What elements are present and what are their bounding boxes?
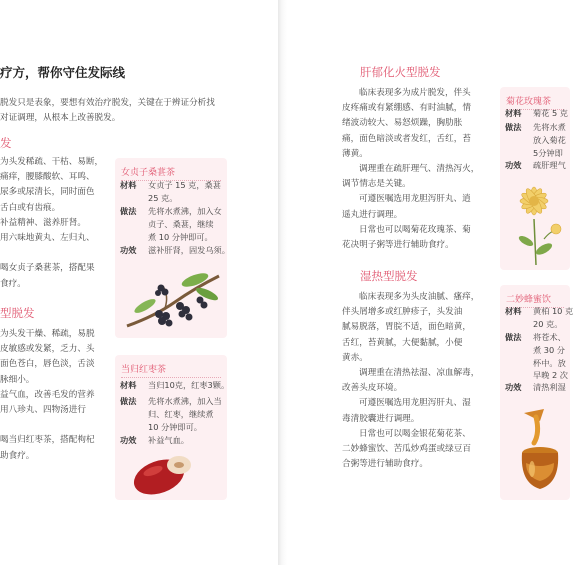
body-line: 用六味地黄丸、左归丸、 <box>0 233 95 244</box>
body-line: 黄赤。 <box>342 352 368 363</box>
method-row <box>505 331 568 382</box>
material-text: 黄柏 10 克 <box>533 306 573 316</box>
card-title: 二妙蜂蜜饮 <box>506 295 552 305</box>
body-line: 皮疼痛或有紧绷感、有时油腻，情 <box>342 103 471 114</box>
effect-text: 疏肝理气 <box>533 160 566 170</box>
body-line: 舌白或有齿痕。 <box>0 202 61 213</box>
book-gutter <box>278 0 287 565</box>
recipe-card <box>115 355 230 500</box>
section-heading: 湿热型脱发 <box>360 269 418 283</box>
effect-text: 补益气血。 <box>148 435 189 445</box>
effect-row <box>120 244 230 257</box>
intro-paragraph <box>0 96 215 126</box>
material-label: 材料 <box>505 108 522 118</box>
effect-label: 功效 <box>505 382 522 392</box>
body-line: 可遵医嘱选用龙胆泻肝丸、湿 <box>359 398 471 409</box>
effect-text: 滋补肝肾，固发乌须。 <box>148 245 230 255</box>
intro-line: 对证调理，从根本上改善脱发。 <box>0 113 121 124</box>
body-line: 薄黄。 <box>342 148 368 159</box>
mulberry-illustration <box>125 266 221 334</box>
method-row <box>505 121 566 159</box>
body-line: 面色苍白，唇色淡，舌淡 <box>0 359 95 370</box>
material-text: 女贞子 15 克，桑葚 <box>148 180 221 190</box>
honey-jar-illustration <box>514 407 566 493</box>
divider <box>121 377 221 378</box>
recipe-card <box>500 87 570 270</box>
section-heading: 肝郁化火型脱发 <box>360 65 441 79</box>
method-label: 做法 <box>120 396 137 406</box>
material-label: 材料 <box>120 380 137 390</box>
body-line: 遥丸进行调理。 <box>342 209 403 220</box>
body-line <box>0 418 95 433</box>
effect-row <box>505 381 566 394</box>
material-row <box>120 379 229 392</box>
body-line: 食疗。 <box>0 278 26 289</box>
body-line: 益气血，改善毛发的营养 <box>0 389 95 400</box>
intro-line: 脱发只是表象，要想有效治疗脱发，关键在于辨证分析找 <box>0 98 215 108</box>
effect-label: 功效 <box>120 435 137 445</box>
body-line: 可遵医嘱选用龙胆泻肝丸、逍 <box>359 194 471 205</box>
method-text: 煮 10 分钟即可。 <box>148 231 213 242</box>
body-line: 皮敏感或发紧，乏力、头 <box>0 344 95 355</box>
material-text: 菊花 5 克 <box>533 108 568 118</box>
material-label: 材料 <box>120 180 137 190</box>
recipe-card <box>115 158 230 338</box>
body-line: 合粥等进行辅助食疗。 <box>342 459 428 470</box>
body-line: 花决明子粥等进行辅助食疗。 <box>342 240 454 251</box>
right-page <box>287 0 573 565</box>
method-text: 杯中。放 <box>533 357 566 368</box>
body-line: 脉细小。 <box>0 374 35 385</box>
card-title: 菊花玫瑰茶 <box>506 97 552 107</box>
chrysanthemum-illustration <box>508 179 564 267</box>
section-body <box>0 155 103 292</box>
body-line: 尿多或尿清长，同时面色 <box>0 187 95 198</box>
method-label: 做法 <box>120 206 137 216</box>
method-text: 5分钟即 <box>533 147 563 158</box>
section-body <box>342 86 479 253</box>
body-line: 为头发稀疏、干枯、易断， <box>0 157 104 167</box>
method-text: 先将水煮沸，加入女 <box>148 206 222 216</box>
method-text: 将苍术、 <box>533 332 566 342</box>
material-row <box>505 305 573 331</box>
page-title: 疗方，帮你守住发际线 <box>0 65 126 80</box>
material-text: 当归10克，红枣3颗。 <box>148 380 230 390</box>
effect-row <box>505 159 566 172</box>
body-line: 痛，面色暗淡或者发红，舌红，苔 <box>342 133 471 144</box>
method-text: 先将水煮 <box>533 122 566 132</box>
red-date-illustration <box>127 451 197 497</box>
material-text: 25 克。 <box>148 192 178 203</box>
left-page <box>0 0 278 565</box>
body-line: 喝当归红枣茶，搭配枸杞 <box>0 435 95 446</box>
method-label: 做法 <box>505 122 522 132</box>
body-line: 日常也可以喝金银花菊花茶、 <box>359 428 471 439</box>
body-line: 毒清胶囊进行调理。 <box>342 413 420 424</box>
material-text: 20 克。 <box>533 318 563 329</box>
body-line <box>0 246 103 261</box>
body-line: 舌红，苔黄腻，大便黏腻，小便 <box>342 337 463 348</box>
method-text: 归、红枣，继续煮 <box>148 408 214 419</box>
section-heading: 型脱发 <box>0 306 35 320</box>
body-line: 喝女贞子桑葚茶，搭配果 <box>0 263 95 274</box>
body-line: 日常也可以喝菊花玫瑰茶、菊 <box>359 224 471 235</box>
effect-row <box>120 434 189 447</box>
body-line: 调理重在清热祛湿、凉血解毒， <box>359 368 480 379</box>
body-line: 为头发干燥、稀疏，易脱 <box>0 329 95 339</box>
section-heading: 发 <box>0 136 12 150</box>
effect-label: 功效 <box>120 245 137 255</box>
method-row <box>120 395 222 433</box>
method-text: 放入菊花 <box>533 134 566 145</box>
method-text: 先将水煮沸，加入当 <box>148 396 222 406</box>
body-line: 用八珍丸、四物汤进行 <box>0 405 86 416</box>
material-row <box>120 179 221 205</box>
body-line: 临床表现多为头皮油腻、瘙痒， <box>359 292 480 302</box>
effect-label: 功效 <box>505 160 522 170</box>
body-line: 痛痒，腰膝酸软、耳鸣、 <box>0 172 95 183</box>
method-text: 10 分钟即可。 <box>148 421 202 432</box>
body-line: 助食疗。 <box>0 450 35 461</box>
method-row <box>120 205 222 243</box>
body-line: 腻易脱落，胃脘不适，面色暗黄， <box>342 322 471 333</box>
body-line: 改善头皮环境。 <box>342 383 403 394</box>
body-line: 补益精神、滋养肝肾。 <box>0 217 86 228</box>
effect-text: 清热利湿 <box>533 382 566 392</box>
card-title: 女贞子桑葚茶 <box>121 168 176 178</box>
body-line: 伴头屑增多或红肿疹子，头发油 <box>342 307 463 318</box>
method-text: 煮 30 分 <box>533 344 565 355</box>
method-text: 贞子、桑葚，继续 <box>148 218 214 229</box>
body-line: 调理重在疏肝理气、清热泻火， <box>359 164 480 175</box>
method-text: 早晚 2 次 <box>533 370 568 381</box>
card-title: 当归红枣茶 <box>121 365 167 375</box>
body-line: 调节情志是关键。 <box>342 179 411 190</box>
method-label: 做法 <box>505 332 522 342</box>
section-body <box>0 327 95 464</box>
recipe-card <box>500 285 573 500</box>
body-line: 二妙蜂蜜饮、苦瓜炒鸡蛋或绿豆百 <box>342 444 471 455</box>
material-label: 材料 <box>505 306 522 316</box>
body-line: 临床表现多为成片脱发，伴头 <box>359 88 471 98</box>
body-line: 绪波动较大、易怒烦躁，胸肋胀 <box>342 118 463 129</box>
section-body <box>342 290 479 472</box>
material-row <box>505 107 568 120</box>
